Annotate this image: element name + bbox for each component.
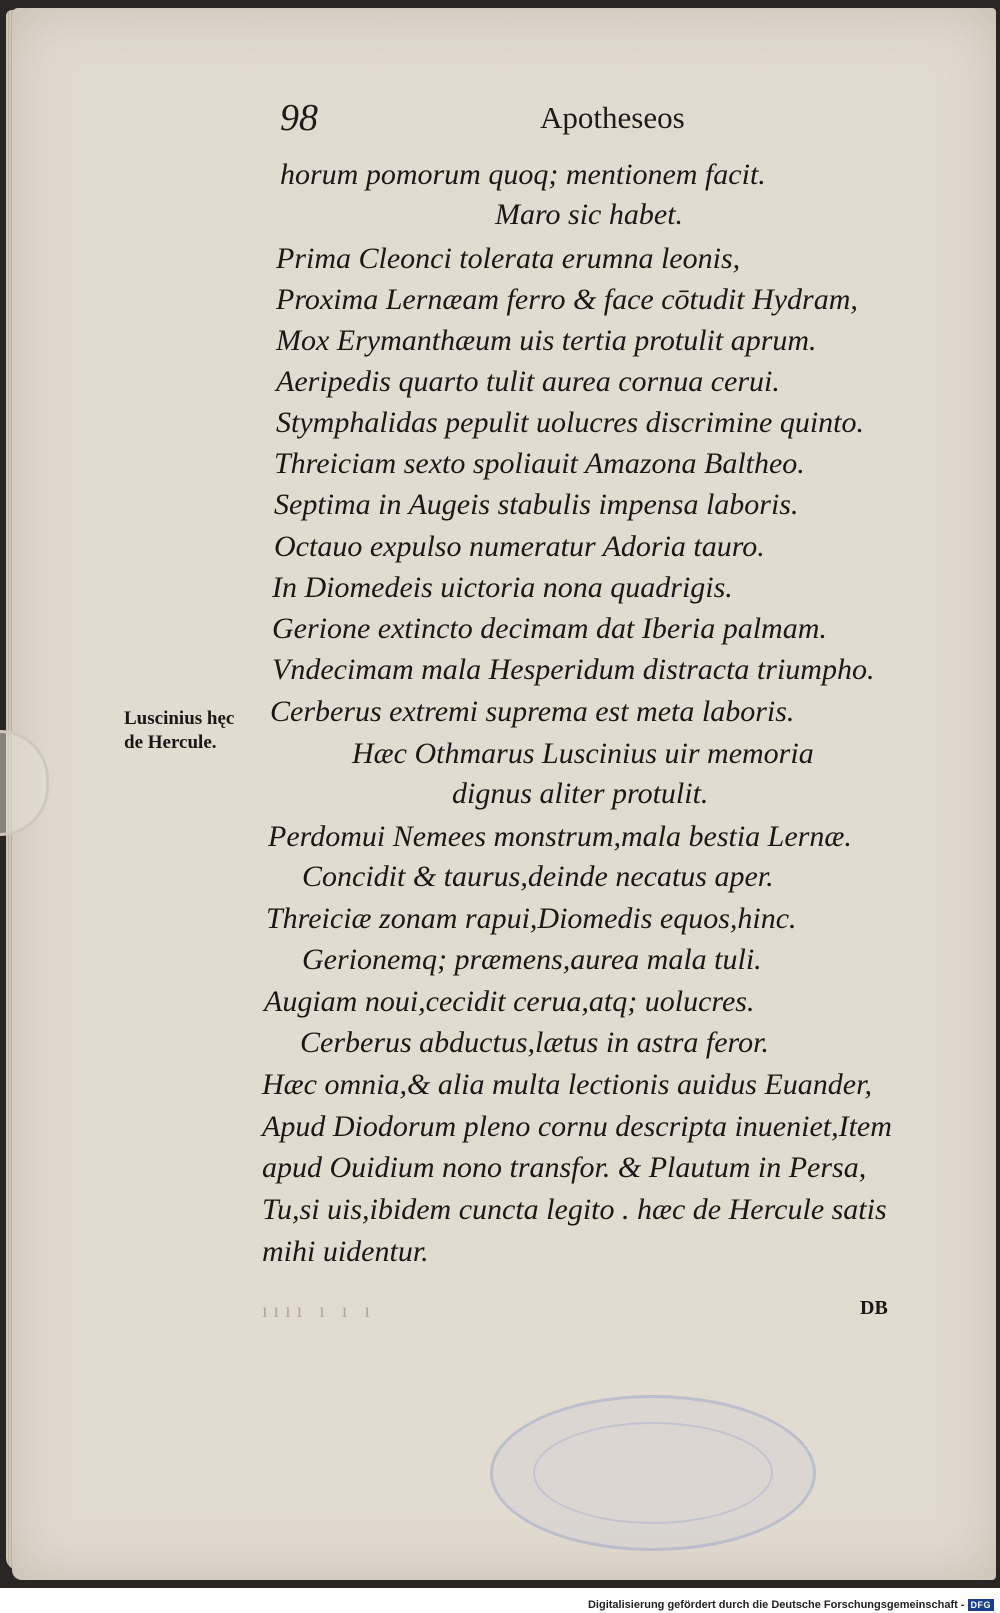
- dfg-logo: DFG: [968, 1599, 995, 1611]
- running-head: Apotheseos: [540, 100, 685, 135]
- margin-note-line: Luscinius hęc: [124, 708, 235, 729]
- text-line: Cerberus abductus,lætus in astra feror.: [300, 1026, 769, 1059]
- text-line: Proxima Lernæam ferro & face cōtudit Hydram,: [276, 283, 858, 316]
- text-line: Aeripedis quarto tulit aurea cornua cerui.: [276, 365, 780, 398]
- text-line: apud Ouidium nono transfor. & Plautum in Persa,: [262, 1151, 867, 1184]
- text-line: Vndecimam mala Hesperidum distracta triumpho.: [272, 653, 875, 686]
- bleed-through: ıııı ı ı ı: [262, 1300, 376, 1322]
- text-line: Perdomui Nemees monstrum,mala bestia Lernæ.: [268, 820, 852, 853]
- text-line: Mox Erymanthæum uis tertia protulit aprum.: [276, 324, 817, 357]
- text-line: Prima Cleonci tolerata erumna leonis,: [276, 242, 741, 275]
- text-line: Septima in Augeis stabulis impensa laboris.: [274, 488, 799, 521]
- text-line: Concidit & taurus,deinde necatus aper.: [302, 860, 774, 893]
- text-line: horum pomorum quoq; mentionem facit.: [280, 158, 766, 191]
- text-line: Threiciam sexto spoliauit Amazona Baltheo.: [274, 447, 805, 480]
- text-line: Threiciæ zonam rapui,Diomedis equos,hinc.: [266, 902, 797, 935]
- text-line: Apud Diodorum pleno cornu descripta inueniet,Item: [262, 1110, 892, 1143]
- page-number: 98: [280, 97, 318, 139]
- digitization-footer: [588, 1599, 994, 1611]
- text-line: Stymphalidas pepulit uolucres discrimine quinto.: [276, 406, 865, 439]
- text-line: Maro sic habet.: [495, 198, 684, 231]
- text-line: mihi uidentur.: [262, 1235, 429, 1268]
- text-line: Hæc omnia,& alia multa lectionis auidus Euander,: [262, 1068, 872, 1101]
- text-line: Gerionemq; præmens,aurea mala tuli.: [302, 943, 762, 976]
- library-stamp: [490, 1395, 816, 1551]
- text-line: Augiam noui,cecidit cerua,atq; uolucres.: [264, 985, 755, 1018]
- text-line: Hæc Othmarus Luscinius uir memoria: [352, 737, 814, 770]
- text-line: Octauo expulso numeratur Adoria tauro.: [274, 530, 765, 563]
- catchword: DB: [860, 1297, 888, 1319]
- text-line: Cerberus extremi suprema est meta laboris.: [270, 695, 795, 728]
- text-line: In Diomedeis uictoria nona quadrigis.: [272, 571, 733, 604]
- text-line: dignus aliter protulit.: [452, 777, 709, 810]
- text-line: Gerione extincto decimam dat Iberia palmam.: [272, 612, 827, 645]
- margin-note-line: de Hercule.: [124, 732, 217, 753]
- text-line: Tu,si uis,ibidem cuncta legito . hæc de Hercule satis: [262, 1193, 887, 1226]
- footer-text: Digitalisierung gefördert durch die Deutsche Forschungsgemeinschaft -: [587, 1599, 965, 1611]
